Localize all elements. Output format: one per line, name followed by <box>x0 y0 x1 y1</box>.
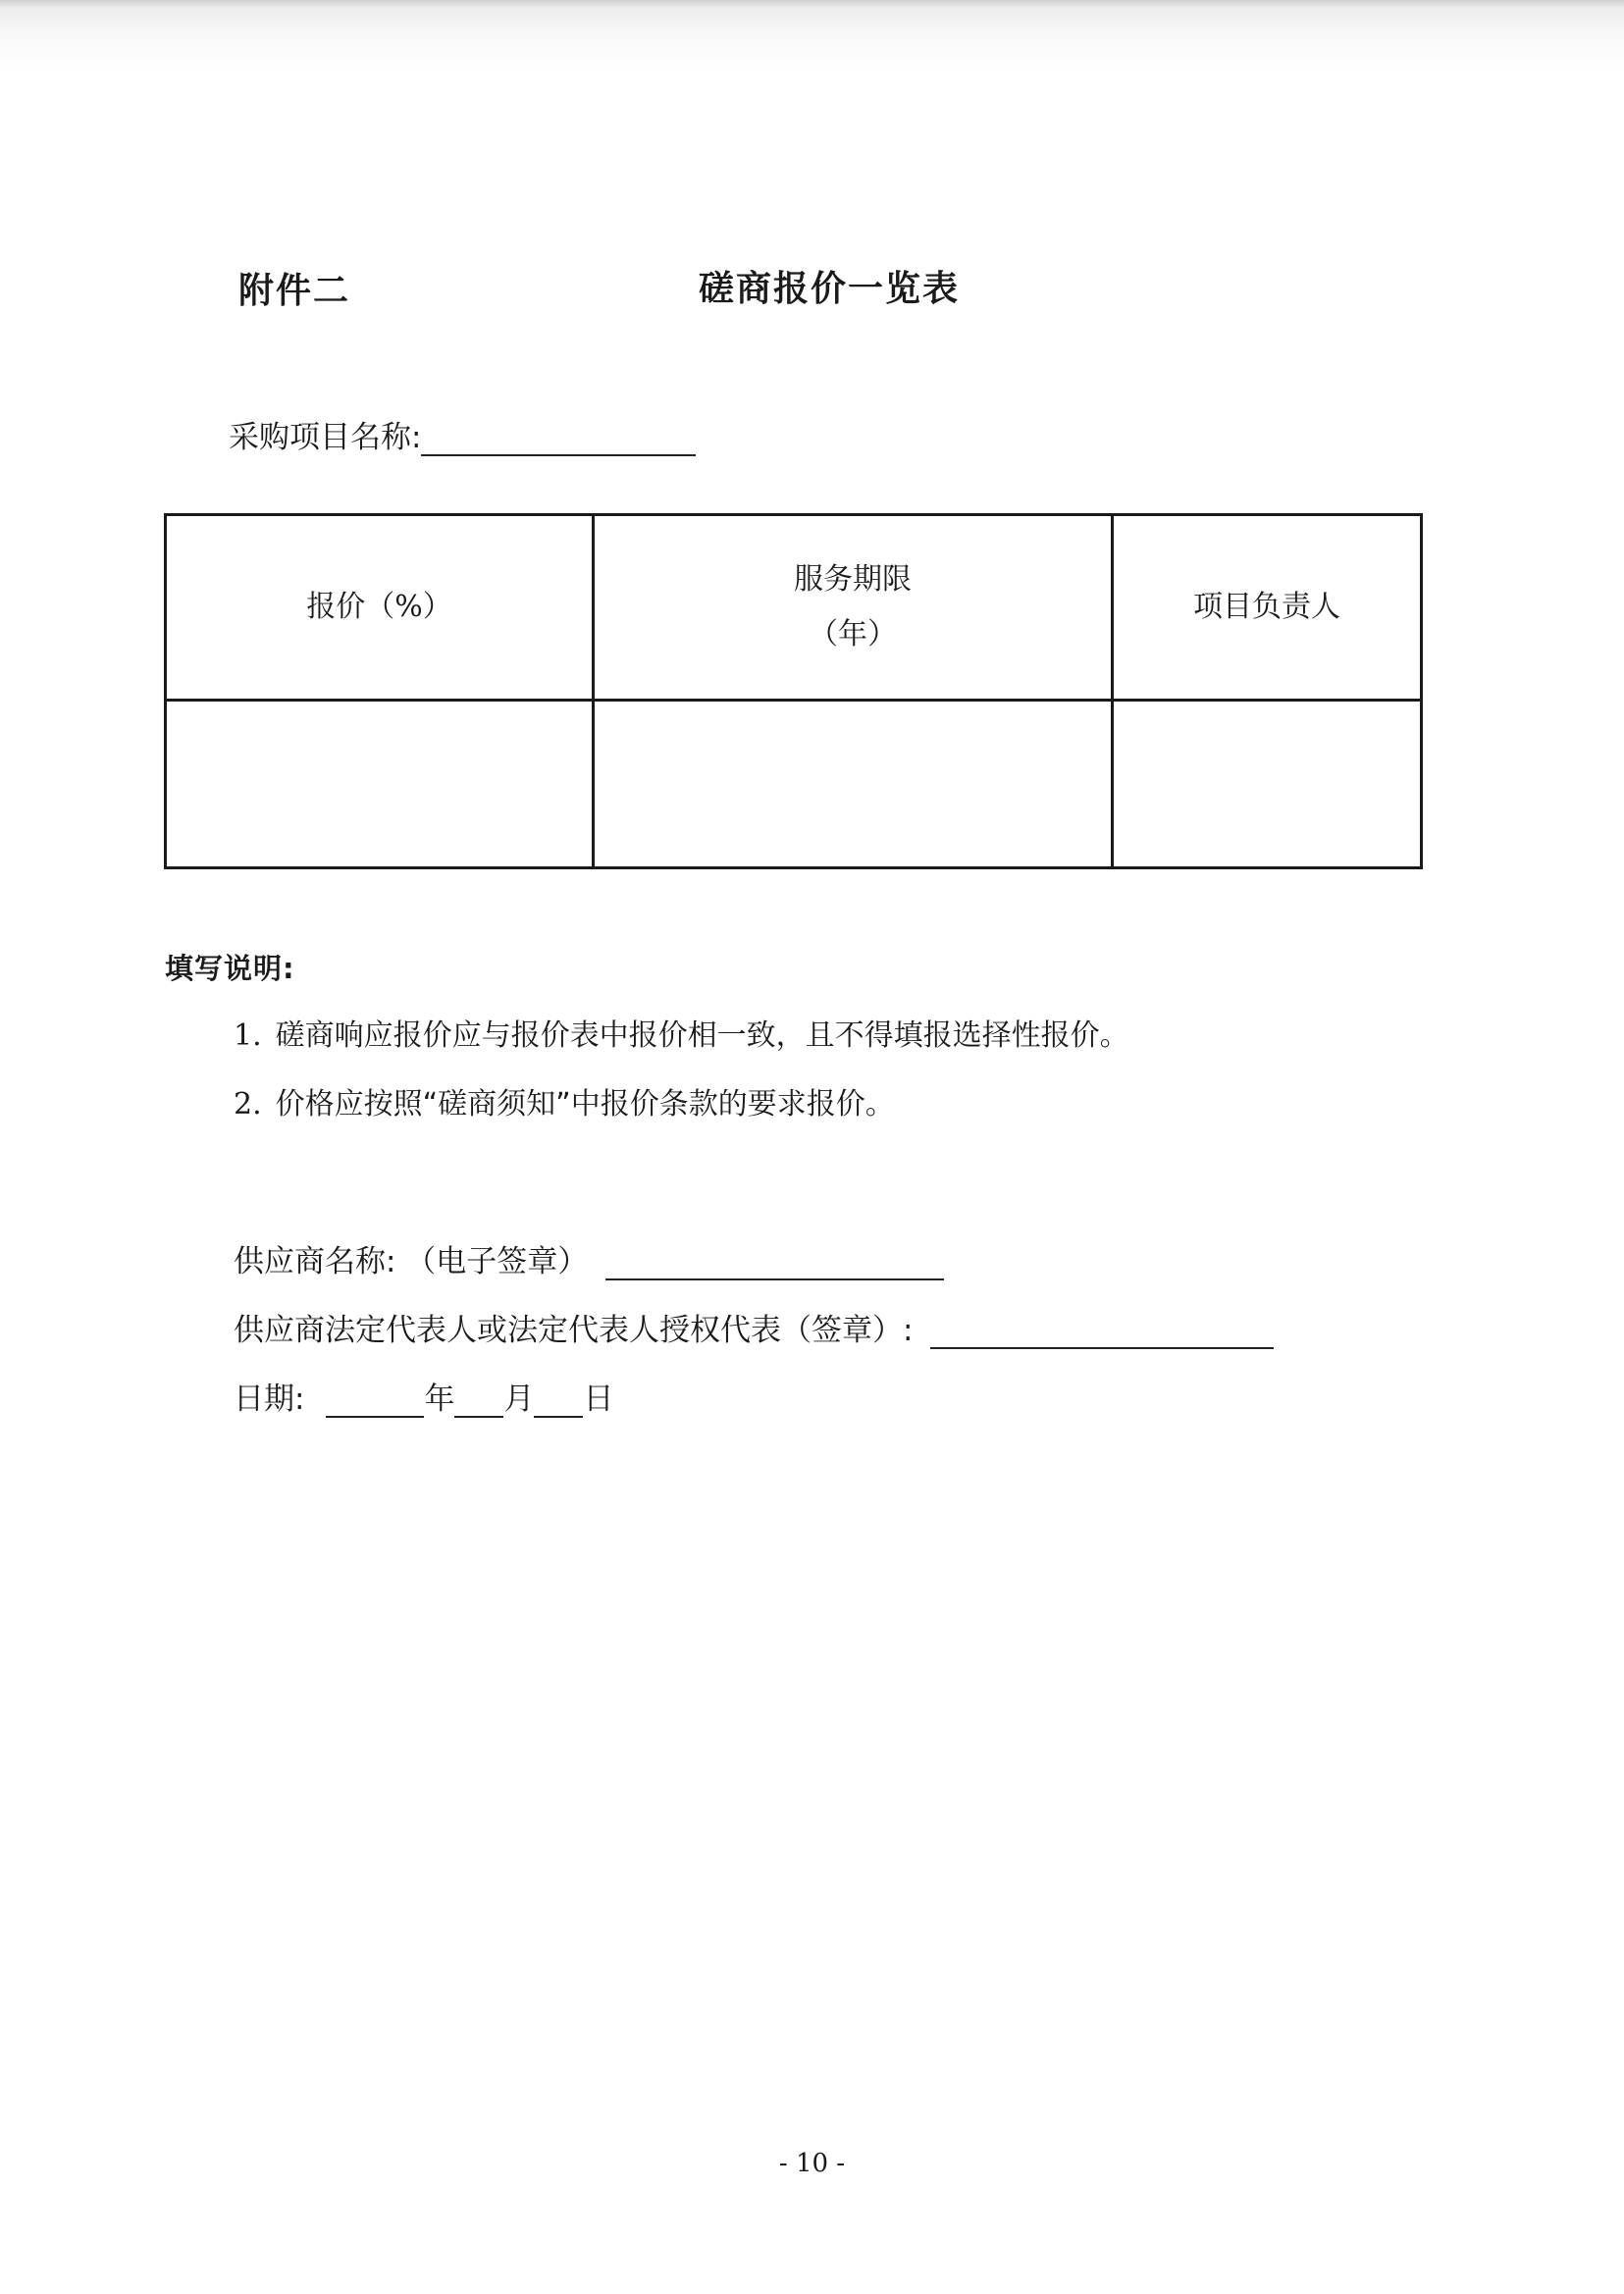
header-term-unit: （年） <box>809 617 897 652</box>
page-title: 磋商报价一览表 <box>699 269 961 309</box>
year-label: 年 <box>424 1382 455 1417</box>
representative-label: 供应商法定代表人或法定代表人授权代表（签章）: <box>234 1313 914 1348</box>
date-line <box>234 1374 613 1418</box>
header-cell-service-term <box>594 515 1113 701</box>
month-label: 月 <box>503 1382 535 1417</box>
year-blank[interactable] <box>326 1386 424 1418</box>
note-text: 磋商响应报价应与报价表中报价相一致，且不得填报选择性报价。 <box>275 1018 1129 1053</box>
project-name-line <box>229 412 696 456</box>
month-blank[interactable] <box>454 1386 503 1418</box>
page-number: - 10 - <box>778 2149 846 2178</box>
day-blank[interactable] <box>534 1386 583 1418</box>
note-number: 1. <box>234 1018 262 1053</box>
note-text: 价格应按照“磋商须知”中报价条款的要求报价。 <box>275 1087 895 1121</box>
lead-input-cell[interactable] <box>1113 701 1422 868</box>
representative-line <box>234 1305 1274 1349</box>
supplier-name-label: 供应商名称: （电子签章） <box>234 1244 589 1279</box>
quote-table <box>164 513 1423 869</box>
header-lead-label: 项目负责人 <box>1193 590 1340 624</box>
project-name-blank[interactable] <box>421 425 696 456</box>
header-term-label: 服务期限 <box>794 562 912 597</box>
date-label: 日期: <box>234 1382 305 1417</box>
project-name-label: 采购项目名称: <box>229 420 422 455</box>
day-label: 日 <box>583 1382 614 1417</box>
scan-edge <box>0 0 1624 69</box>
header-cell-price <box>166 515 594 701</box>
attachment-label: 附件二 <box>238 271 351 311</box>
table-header-row <box>166 515 1422 701</box>
note-item-1 <box>234 1011 1129 1054</box>
price-input-cell[interactable] <box>166 701 594 868</box>
notes-title: 填写说明: <box>165 952 295 985</box>
supplier-name-blank[interactable] <box>605 1249 944 1280</box>
header-cell-project-lead <box>1113 515 1422 701</box>
table-row <box>166 701 1422 868</box>
supplier-name-line <box>234 1236 944 1280</box>
note-item-2 <box>234 1079 895 1122</box>
representative-blank[interactable] <box>930 1318 1274 1349</box>
term-input-cell[interactable] <box>594 701 1113 868</box>
note-number: 2. <box>234 1087 262 1121</box>
header-price-label: 报价（%） <box>306 590 452 624</box>
